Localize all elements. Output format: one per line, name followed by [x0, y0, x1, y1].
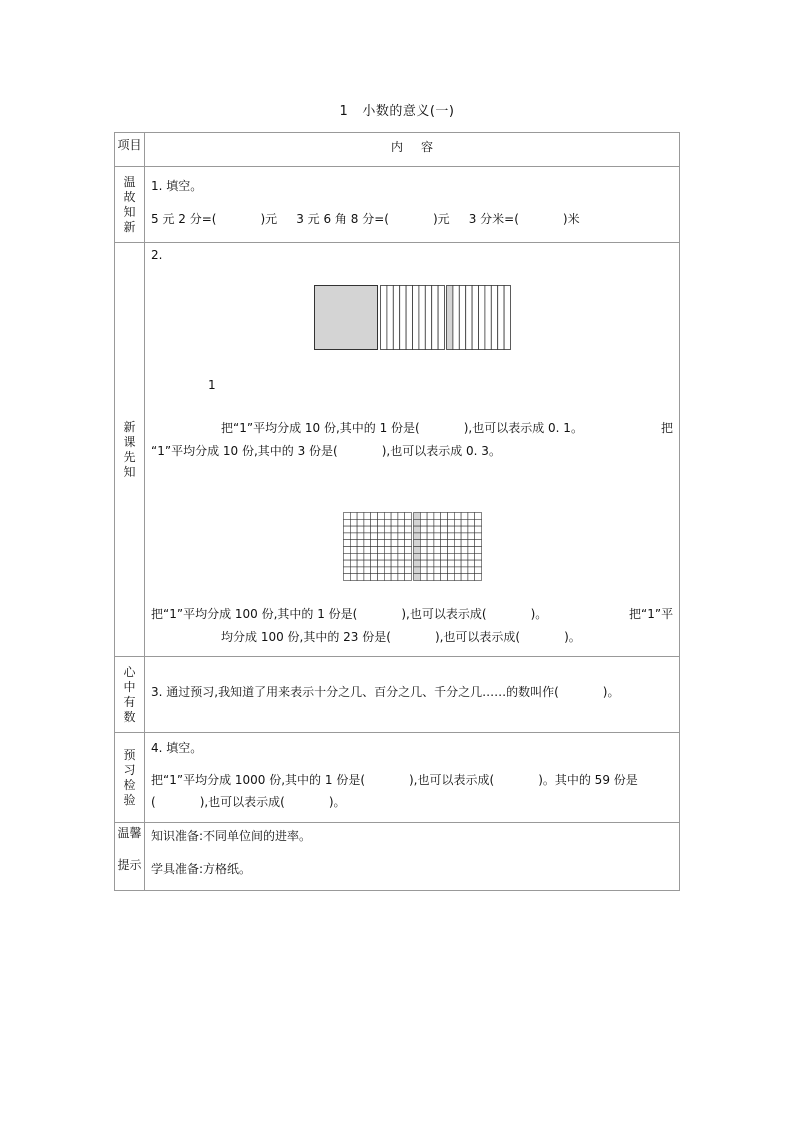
- hundredth-cell: [398, 560, 405, 567]
- hundredth-cell: [468, 553, 475, 560]
- hundredth-cell: [357, 533, 364, 540]
- hundredth-cell: [468, 540, 475, 547]
- q1-title: 1. 填空。: [151, 179, 203, 193]
- hundredth-cell: [371, 533, 378, 540]
- hundredth-cell: [441, 560, 448, 567]
- tenth-strip: [406, 286, 412, 350]
- hundredth-cell: [371, 519, 378, 526]
- tenth-strip: [447, 286, 453, 350]
- header-row: [115, 133, 680, 167]
- hundredth-cell: [371, 567, 378, 574]
- hundredth-cell: [414, 533, 421, 540]
- hundredth-cell: [364, 574, 371, 581]
- hundredth-cell: [364, 513, 371, 520]
- hundredth-cell: [434, 553, 441, 560]
- hundredth-cell: [391, 567, 398, 574]
- hundredth-cell: [391, 560, 398, 567]
- tenth-strip: [472, 286, 478, 350]
- hundredth-cell: [350, 560, 357, 567]
- hundredth-cell: [420, 533, 427, 540]
- hundredth-cell: [441, 567, 448, 574]
- hundredth-cell: [378, 526, 385, 533]
- hundredth-cell: [434, 526, 441, 533]
- q4-line-2: ( ),也可以表示成( )。: [151, 795, 346, 809]
- hundredth-cell: [448, 553, 455, 560]
- hundredth-cell: [350, 540, 357, 547]
- hundredth-cell: [405, 533, 412, 540]
- tip-1: 知识准备:不同单位间的进率。: [151, 829, 312, 843]
- tenth-strip: [466, 286, 472, 350]
- hundredth-cell: [454, 513, 461, 520]
- hundredth-cell: [468, 547, 475, 554]
- hundredth-cell: [364, 547, 371, 554]
- heart-content: [145, 657, 680, 733]
- hundredth-cell: [461, 526, 468, 533]
- hundredth-cell: [384, 526, 391, 533]
- tenth-strip: [485, 286, 491, 350]
- hundredth-cell: [420, 540, 427, 547]
- sentence-3-tail: 把“1”平: [629, 607, 674, 621]
- hundredth-cell: [344, 553, 351, 560]
- tenth-strip: [504, 286, 510, 350]
- tenth-strip: [381, 286, 387, 350]
- hundredth-cell: [441, 574, 448, 581]
- hundredth-cell: [371, 574, 378, 581]
- hundredth-cell: [350, 519, 357, 526]
- hundredth-cell: [468, 533, 475, 540]
- hundredth-cell: [384, 519, 391, 526]
- hundredth-cell: [344, 547, 351, 554]
- hundredth-cell: [414, 560, 421, 567]
- hundredth-cell: [434, 560, 441, 567]
- hundredth-cell: [344, 526, 351, 533]
- hundredth-cell: [364, 526, 371, 533]
- hundredth-cell: [461, 553, 468, 560]
- hundredth-cell: [434, 513, 441, 520]
- header-item-label: 项目: [115, 133, 145, 167]
- hundredth-cell: [414, 513, 421, 520]
- hundredth-cell: [475, 513, 482, 520]
- tenth-strip: [393, 286, 399, 350]
- hundredth-cell: [448, 567, 455, 574]
- hundredth-cell: [344, 519, 351, 526]
- hundredth-cell: [364, 560, 371, 567]
- hundredth-cell: [427, 567, 434, 574]
- hundredth-cell: [364, 519, 371, 526]
- hundredth-cell: [391, 519, 398, 526]
- hundredth-cell: [371, 540, 378, 547]
- hundredth-cell: [441, 540, 448, 547]
- hundredth-cell: [434, 567, 441, 574]
- hundredth-cell: [461, 547, 468, 554]
- hundredth-cell: [427, 553, 434, 560]
- hundredth-cell: [420, 567, 427, 574]
- hundredth-cell: [448, 540, 455, 547]
- hundredth-cell: [391, 547, 398, 554]
- hundredth-cell: [350, 526, 357, 533]
- hundredth-cell: [420, 574, 427, 581]
- new-lesson-content: [145, 243, 680, 657]
- hundredth-cell: [434, 574, 441, 581]
- hundredth-cell: [364, 567, 371, 574]
- hundredth-cell: [405, 567, 412, 574]
- hundredth-cell: [378, 553, 385, 560]
- tips-label: 温馨 提示: [115, 823, 145, 891]
- hundredth-cell: [350, 547, 357, 554]
- review-label: 温故知新: [115, 167, 145, 243]
- hundredth-cell: [350, 533, 357, 540]
- hundredth-cell: [454, 553, 461, 560]
- hundredth-cell: [371, 513, 378, 520]
- q4-line-1: 把“1”平均分成 1000 份,其中的 1 份是( ),也可以表示成( )。其中的 59 份是: [151, 773, 638, 787]
- hundredth-cell: [344, 533, 351, 540]
- tenth-strip: [491, 286, 497, 350]
- hundredth-cell: [414, 526, 421, 533]
- tenth-strip: [413, 286, 419, 350]
- hundredth-cell: [384, 560, 391, 567]
- tenth-strip: [459, 286, 465, 350]
- hundredth-cell: [414, 553, 421, 560]
- hundredth-cell: [461, 560, 468, 567]
- tenth-strip: [387, 286, 393, 350]
- q4-title: 4. 填空。: [151, 741, 203, 755]
- hundredth-cell: [344, 540, 351, 547]
- hundredth-cell: [398, 540, 405, 547]
- hundredth-cell: [364, 553, 371, 560]
- hundredth-cell: [468, 574, 475, 581]
- hundredth-cell: [398, 533, 405, 540]
- hundredth-cell: [427, 533, 434, 540]
- hundredth-cell: [371, 553, 378, 560]
- heart-row: [115, 657, 680, 733]
- hundredth-cell: [391, 540, 398, 547]
- hundredth-cell: [448, 519, 455, 526]
- hundredth-cell: [378, 567, 385, 574]
- tenth-strip: [453, 286, 459, 350]
- hundredth-cell: [475, 553, 482, 560]
- hundredth-cell: [468, 560, 475, 567]
- hundredth-cell: [454, 533, 461, 540]
- hundredth-cell: [475, 540, 482, 547]
- tenths-figure: [314, 285, 512, 351]
- hundredth-cell: [448, 533, 455, 540]
- hundredth-cell: [468, 567, 475, 574]
- hundredth-cell: [405, 574, 412, 581]
- hundredth-cell: [427, 526, 434, 533]
- hundredth-cell: [448, 526, 455, 533]
- check-label: 预习检验: [115, 733, 145, 823]
- hundredth-cell: [448, 513, 455, 520]
- hundredth-cell: [405, 519, 412, 526]
- hundredth-cell: [357, 513, 364, 520]
- hundredth-cell: [434, 519, 441, 526]
- check-content: [145, 733, 680, 823]
- q3-text: 3. 通过预习,我知道了用来表示十分之几、百分之几、千分之几……的数叫作( )。: [151, 685, 620, 699]
- hundredth-cell: [475, 560, 482, 567]
- hundredth-cell: [427, 547, 434, 554]
- hundredth-cell: [405, 553, 412, 560]
- hundredth-cell: [350, 574, 357, 581]
- hundredth-cell: [398, 567, 405, 574]
- hundredth-cell: [378, 574, 385, 581]
- hundredth-cell: [448, 560, 455, 567]
- hundredth-cell: [414, 540, 421, 547]
- tip-2: 学具准备:方格纸。: [151, 862, 252, 876]
- figure-label-one: 1: [208, 378, 216, 392]
- hundredth-cell: [405, 547, 412, 554]
- hundredth-cell: [427, 540, 434, 547]
- hundredth-cell: [461, 540, 468, 547]
- heart-label: 心中有数: [115, 657, 145, 733]
- hundredth-cell: [427, 574, 434, 581]
- header-content-label: 内 容: [145, 133, 680, 167]
- hundredth-cell: [357, 540, 364, 547]
- hundredth-cell: [384, 574, 391, 581]
- hundredth-cell: [391, 533, 398, 540]
- tenth-strip: [498, 286, 504, 350]
- hundredth-cell: [344, 560, 351, 567]
- hundredth-cell: [391, 526, 398, 533]
- hundredth-cell: [405, 540, 412, 547]
- hundredth-cell: [414, 567, 421, 574]
- hundredth-cell: [414, 547, 421, 554]
- hundredth-cell: [344, 513, 351, 520]
- hundredth-cell: [448, 547, 455, 554]
- hundredth-cell: [420, 547, 427, 554]
- hundredth-cell: [454, 519, 461, 526]
- hundredth-cell: [357, 560, 364, 567]
- hundredth-cell: [384, 540, 391, 547]
- new-lesson-row: [115, 243, 680, 657]
- hundredth-cell: [475, 526, 482, 533]
- hundredth-cell: [427, 513, 434, 520]
- tenths-part-3: [447, 286, 511, 350]
- hundredth-cell: [398, 553, 405, 560]
- hundredth-cell: [378, 533, 385, 540]
- hundredth-cell: [434, 540, 441, 547]
- hundredth-cell: [405, 560, 412, 567]
- hundredth-cell: [468, 513, 475, 520]
- hundredth-cell: [344, 574, 351, 581]
- hundredth-cell: [378, 519, 385, 526]
- sentence-2: “1”平均分成 10 份,其中的 3 份是( ),也可以表示成 0. 3。: [151, 444, 501, 458]
- hundredth-cell: [414, 574, 421, 581]
- hundredth-cell: [384, 567, 391, 574]
- sentence-4: 均分成 100 份,其中的 23 份是( ),也可以表示成( )。: [221, 630, 581, 644]
- hundredth-cell: [364, 533, 371, 540]
- hundredth-cell: [398, 513, 405, 520]
- hundredth-cell: [420, 560, 427, 567]
- hundredth-cell: [371, 547, 378, 554]
- tenth-strip: [425, 286, 431, 350]
- hundredth-cell: [405, 513, 412, 520]
- tenth-strip: [438, 286, 444, 350]
- hundredth-cell: [454, 547, 461, 554]
- hundredth-cell: [378, 560, 385, 567]
- hundredth-cell: [441, 553, 448, 560]
- hundredth-cell: [448, 574, 455, 581]
- hundredth-cell: [434, 533, 441, 540]
- hundredth-cell: [475, 533, 482, 540]
- hundredth-cell: [454, 567, 461, 574]
- hundredth-cell: [475, 519, 482, 526]
- hundredths-figure: [343, 512, 483, 582]
- sentence-1-tail: 把: [661, 421, 674, 435]
- hundredth-cell: [357, 574, 364, 581]
- hundredth-cell: [475, 574, 482, 581]
- hundredths-grid-left: [344, 513, 412, 581]
- hundredth-cell: [420, 519, 427, 526]
- sentence-1: 把“1”平均分成 10 份,其中的 1 份是( ),也可以表示成 0. 1。: [221, 421, 583, 435]
- hundredth-cell: [371, 526, 378, 533]
- hundredth-cell: [378, 540, 385, 547]
- hundredth-cell: [468, 526, 475, 533]
- review-row: [115, 167, 680, 243]
- hundredth-cell: [414, 519, 421, 526]
- hundredth-cell: [461, 574, 468, 581]
- hundredth-cell: [468, 519, 475, 526]
- hundredth-cell: [441, 519, 448, 526]
- hundredth-cell: [475, 547, 482, 554]
- hundredth-cell: [384, 553, 391, 560]
- hundredth-cell: [350, 553, 357, 560]
- hundredth-cell: [461, 513, 468, 520]
- tenths-part-2: [381, 286, 445, 350]
- hundredth-cell: [378, 513, 385, 520]
- q2-title: 2.: [151, 248, 163, 262]
- hundredth-cell: [398, 526, 405, 533]
- new-lesson-label: 新课先知: [115, 243, 145, 657]
- q1-items: 5 元 2 分=( )元 3 元 6 角 8 分=( )元 3 分米=( )米: [151, 212, 580, 226]
- hundredth-cell: [364, 540, 371, 547]
- tips-row: [115, 823, 680, 891]
- hundredth-cell: [350, 513, 357, 520]
- hundredth-cell: [344, 567, 351, 574]
- hundredth-cell: [434, 547, 441, 554]
- hundredth-cell: [441, 513, 448, 520]
- hundredth-cell: [398, 574, 405, 581]
- hundredth-cell: [454, 526, 461, 533]
- hundredth-cell: [357, 519, 364, 526]
- hundredth-cell: [357, 526, 364, 533]
- worksheet-table: [114, 132, 680, 891]
- hundredth-cell: [420, 526, 427, 533]
- hundredth-cell: [384, 513, 391, 520]
- hundredth-cell: [441, 526, 448, 533]
- tenth-strip: [419, 286, 425, 350]
- hundredth-cell: [461, 519, 468, 526]
- hundredth-cell: [461, 567, 468, 574]
- hundredth-cell: [461, 533, 468, 540]
- hundredth-cell: [384, 547, 391, 554]
- hundredth-cell: [391, 553, 398, 560]
- tips-content: [145, 823, 680, 891]
- hundredth-cell: [391, 574, 398, 581]
- hundredth-cell: [371, 560, 378, 567]
- hundredth-cell: [475, 567, 482, 574]
- hundredth-cell: [454, 574, 461, 581]
- hundredth-cell: [350, 567, 357, 574]
- hundredth-cell: [398, 547, 405, 554]
- check-row: [115, 733, 680, 823]
- hundredth-cell: [384, 533, 391, 540]
- whole-square: [315, 286, 378, 350]
- hundredth-cell: [420, 513, 427, 520]
- hundredth-cell: [454, 540, 461, 547]
- hundredth-cell: [441, 533, 448, 540]
- hundredth-cell: [391, 513, 398, 520]
- hundredth-cell: [427, 519, 434, 526]
- sentence-3: 把“1”平均分成 100 份,其中的 1 份是( ),也可以表示成( )。: [151, 607, 548, 621]
- hundredth-cell: [357, 553, 364, 560]
- hundredth-cell: [405, 526, 412, 533]
- hundredth-cell: [357, 567, 364, 574]
- hundredth-cell: [427, 560, 434, 567]
- hundredth-cell: [441, 547, 448, 554]
- hundredth-cell: [357, 547, 364, 554]
- tenth-strip: [432, 286, 438, 350]
- hundredths-grid-right: [414, 513, 482, 581]
- review-content: [145, 167, 680, 243]
- hundredth-cell: [420, 553, 427, 560]
- tenth-strip: [479, 286, 485, 350]
- page-title: 1 小数的意义(一): [339, 104, 455, 119]
- hundredth-cell: [378, 547, 385, 554]
- hundredth-cell: [398, 519, 405, 526]
- tenth-strip: [400, 286, 406, 350]
- hundredth-cell: [454, 560, 461, 567]
